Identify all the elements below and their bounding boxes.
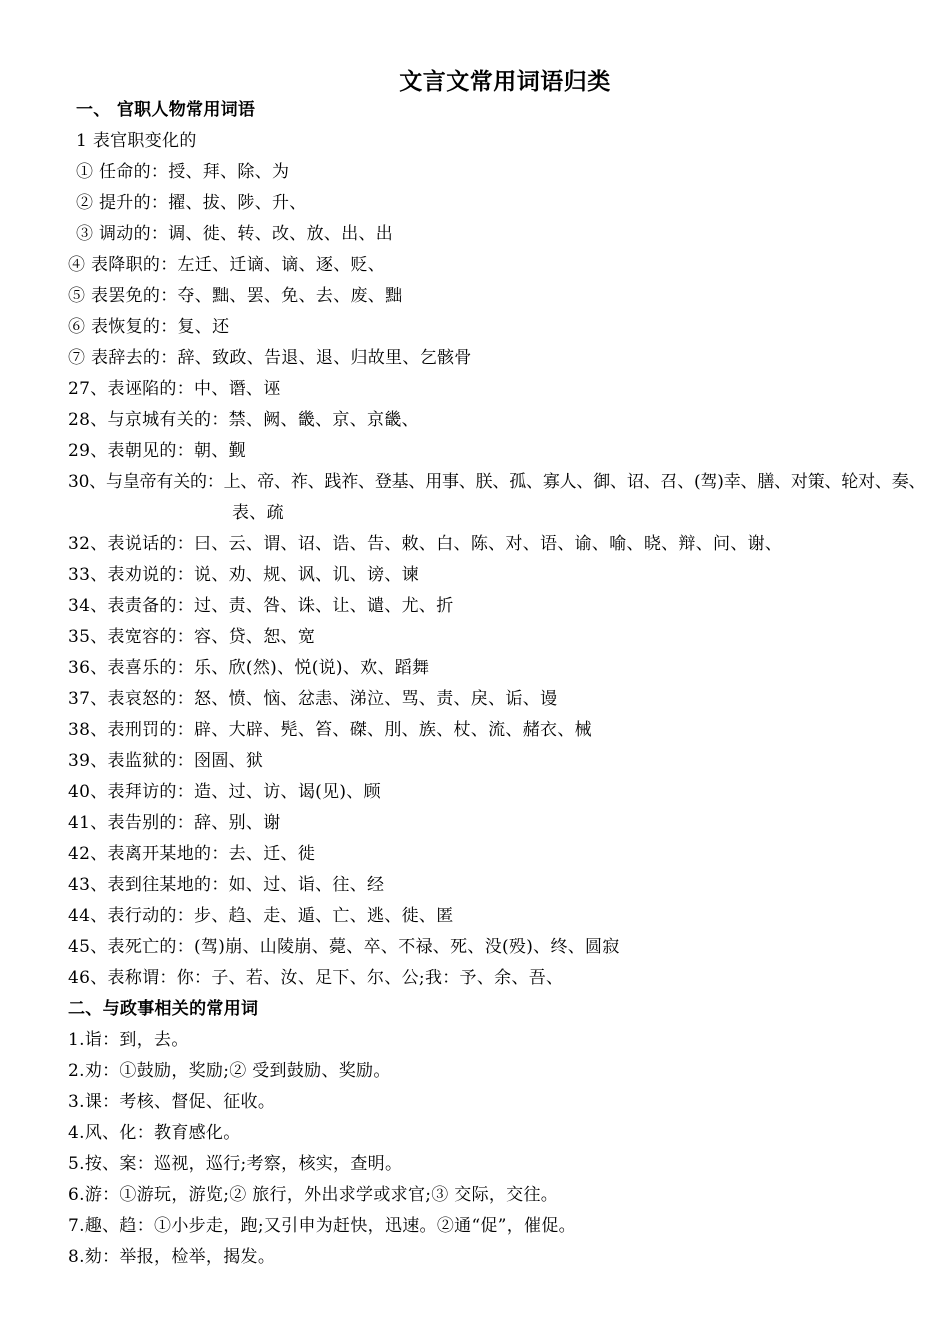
text-line: 27、表诬陷的：中、谮、诬 <box>68 379 281 399</box>
text-line: 38、表刑罚的：辟、大辟、髡、笞、磔、刖、族、杖、流、赭衣、械 <box>68 720 592 740</box>
text-line: 30、与皇帝有关的：上、帝、祚、践祚、登基、用事、朕、孤、寡人、御、诏、召、(驾)幸、膳、对策、轮对、奏、 <box>68 472 926 492</box>
section-heading: 二、与政事相关的常用词 <box>68 999 259 1019</box>
text-line: 1.诣：到，去。 <box>68 1030 189 1050</box>
text-line: 4.风、化：教育感化。 <box>68 1123 241 1143</box>
text-line: 34、表责备的：过、责、咎、诛、让、谴、尤、折 <box>68 596 454 616</box>
text-line: 46、表称谓：你：子、若、汝、足下、尔、公;我：予、余、吾、 <box>68 968 564 988</box>
text-line: 36、表喜乐的：乐、欣(然)、悦(说)、欢、蹈舞 <box>68 658 430 678</box>
text-line: ⑥ 表恢复的：复、还 <box>68 317 230 337</box>
text-line: 41、表告别的：辞、别、谢 <box>68 813 281 833</box>
text-line: 43、表到往某地的：如、过、诣、往、经 <box>68 875 385 895</box>
text-line: ⑤ 表罢免的：夺、黜、罢、免、去、废、黜 <box>68 286 403 306</box>
text-line: 42、表离开某地的：去、迁、徙 <box>68 844 316 864</box>
text-line: 7.趣、趋：①小步走，跑;又引申为赶快，迅速。②通“促”，催促。 <box>68 1216 576 1236</box>
text-line: 28、与京城有关的：禁、阙、畿、京、京畿、 <box>68 410 419 430</box>
text-line: 8.劾：举报，检举，揭发。 <box>68 1247 276 1267</box>
document-body <box>68 95 928 1273</box>
text-line: 29、表朝见的：朝、觐 <box>68 441 246 461</box>
text-line: 33、表劝说的：说、劝、规、讽、讥、谤、谏 <box>68 565 419 585</box>
text-line: 40、表拜访的：造、过、访、谒(见)、顾 <box>68 782 381 802</box>
document-title: 文言文常用词语归类 <box>399 69 611 95</box>
text-line: 32、表说话的：曰、云、谓、诏、诰、告、敕、白、陈、对、语、谕、喻、晓、辩、问、谢、 <box>68 534 783 554</box>
text-line-continuation: 表、疏 <box>232 503 284 523</box>
subheading: 1 表官职变化的 <box>76 131 197 151</box>
text-line: 35、表宽容的：容、贷、恕、宽 <box>68 627 316 647</box>
text-line: ③ 调动的：调、徙、转、改、放、出、出 <box>76 224 394 244</box>
text-line: 44、表行动的：步、趋、走、遁、亡、逃、徙、匿 <box>68 906 454 926</box>
text-line: 5.按、案：巡视，巡行;考察，核实，查明。 <box>68 1154 403 1174</box>
text-line: 3.课：考核、督促、征收。 <box>68 1092 276 1112</box>
section-heading: 一、 官职人物常用词语 <box>76 100 256 120</box>
text-line: 37、表哀怒的：怒、愤、恼、忿恚、涕泣、骂、责、戾、诟、谩 <box>68 689 558 709</box>
text-line: 39、表监狱的：囹圄、狱 <box>68 751 264 771</box>
text-line: ② 提升的：擢、拔、陟、升、 <box>76 193 307 213</box>
text-line: ① 任命的：授、拜、除、为 <box>76 162 290 182</box>
text-line: 45、表死亡的：(驾)崩、山陵崩、薨、卒、不禄、死、没(殁)、终、圆寂 <box>68 937 620 957</box>
text-line: 2.劝：①鼓励，奖励;② 受到鼓励、奖励。 <box>68 1061 391 1081</box>
text-line: ④ 表降职的：左迁、迁谪、谪、逐、贬、 <box>68 255 386 275</box>
text-line: ⑦ 表辞去的：辞、致政、告退、退、归故里、乞骸骨 <box>68 348 472 368</box>
text-line: 6.游：①游玩，游览;② 旅行，外出求学或求官;③ 交际，交往。 <box>68 1185 559 1205</box>
